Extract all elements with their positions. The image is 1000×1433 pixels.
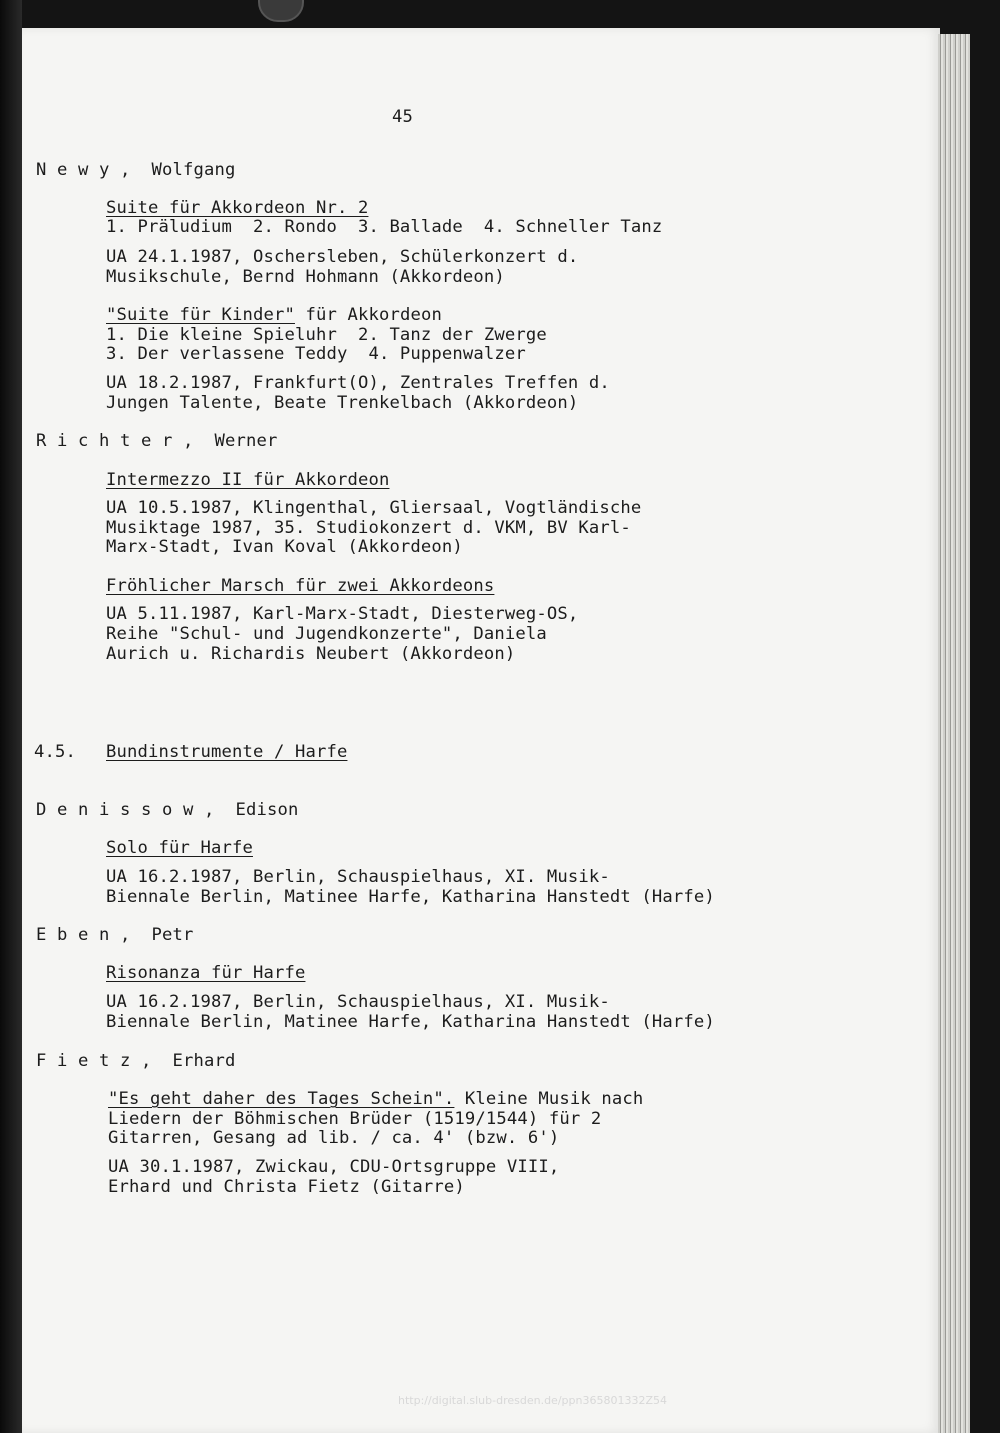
premiere-line: Musikschule, Bernd Hohmann (Akkordeon) bbox=[106, 267, 505, 287]
binding-ring bbox=[258, 0, 304, 22]
movements: 1. Die kleine Spieluhr 2. Tanz der Zwerge bbox=[106, 325, 547, 345]
work-title-suffix: Kleine Musik nach bbox=[454, 1089, 644, 1109]
composer-heading: F i e t z , Erhard bbox=[36, 1051, 236, 1071]
page-number: 45 bbox=[392, 107, 413, 127]
premiere-line: UA 16.2.1987, Berlin, Schauspielhaus, XI. Musik- bbox=[106, 867, 610, 887]
premiere-line: Erhard und Christa Fietz (Gitarre) bbox=[108, 1177, 465, 1197]
work-title: Intermezzo II für Akkordeon bbox=[106, 470, 390, 490]
document-page bbox=[22, 28, 940, 1433]
premiere-line: UA 30.1.1987, Zwickau, CDU-Ortsgruppe VIII, bbox=[108, 1157, 560, 1177]
premiere-line: UA 16.2.1987, Berlin, Schauspielhaus, XI. Musik- bbox=[106, 992, 610, 1012]
premiere-line: UA 10.5.1987, Klingenthal, Gliersaal, Vogtländische bbox=[106, 498, 642, 518]
premiere-line: UA 18.2.1987, Frankfurt(O), Zentrales Treffen d. bbox=[106, 373, 610, 393]
premiere-line: UA 24.1.1987, Oschersleben, Schülerkonzert d. bbox=[106, 247, 579, 267]
premiere-line: Biennale Berlin, Matinee Harfe, Katharina Hanstedt (Harfe) bbox=[106, 1012, 715, 1032]
book-spine-shadow bbox=[0, 0, 22, 1433]
work-title: Fröhlicher Marsch für zwei Akkordeons bbox=[106, 576, 495, 596]
movements: 3. Der verlassene Teddy 4. Puppenwalzer bbox=[106, 344, 526, 364]
section-number: 4.5. bbox=[34, 742, 76, 762]
work-title: "Es geht daher des Tages Schein". bbox=[108, 1089, 455, 1109]
premiere-line: Jungen Talente, Beate Trenkelbach (Akkordeon) bbox=[106, 393, 579, 413]
page-edge bbox=[938, 34, 970, 1433]
work-description: Liedern der Böhmischen Brüder (1519/1544) für 2 bbox=[108, 1109, 602, 1129]
section-title: Bundinstrumente / Harfe bbox=[106, 742, 348, 762]
work-title: Solo für Harfe bbox=[106, 838, 253, 858]
premiere-line: Musiktage 1987, 35. Studiokonzert d. VKM, BV Karl- bbox=[106, 518, 631, 538]
premiere-line: UA 5.11.1987, Karl-Marx-Stadt, Diesterweg-OS, bbox=[106, 604, 579, 624]
source-watermark: http://digital.slub-dresden.de/ppn365801332Z54 bbox=[398, 1394, 667, 1407]
work-title: Risonanza für Harfe bbox=[106, 963, 306, 983]
work-description: Gitarren, Gesang ad lib. / ca. 4' (bzw. 6') bbox=[108, 1128, 560, 1148]
premiere-line: Aurich u. Richardis Neubert (Akkordeon) bbox=[106, 644, 516, 664]
work-title-line bbox=[106, 306, 442, 326]
work-title: "Suite für Kinder" bbox=[106, 305, 295, 325]
work-title: Suite für Akkordeon Nr. 2 bbox=[106, 198, 369, 218]
composer-heading: N e w y , Wolfgang bbox=[36, 160, 236, 180]
premiere-line: Biennale Berlin, Matinee Harfe, Katharina Hanstedt (Harfe) bbox=[106, 887, 715, 907]
composer-heading: E b e n , Petr bbox=[36, 925, 194, 945]
work-title-suffix: für Akkordeon bbox=[294, 305, 442, 325]
work-title-line bbox=[108, 1090, 643, 1110]
movements: 1. Präludium 2. Rondo 3. Ballade 4. Schneller Tanz bbox=[106, 217, 663, 237]
premiere-line: Reihe "Schul- und Jugendkonzerte", Daniela bbox=[106, 624, 547, 644]
composer-heading: R i c h t e r , Werner bbox=[36, 431, 278, 451]
premiere-line: Marx-Stadt, Ivan Koval (Akkordeon) bbox=[106, 537, 463, 557]
composer-heading: D e n i s s o w , Edison bbox=[36, 800, 299, 820]
